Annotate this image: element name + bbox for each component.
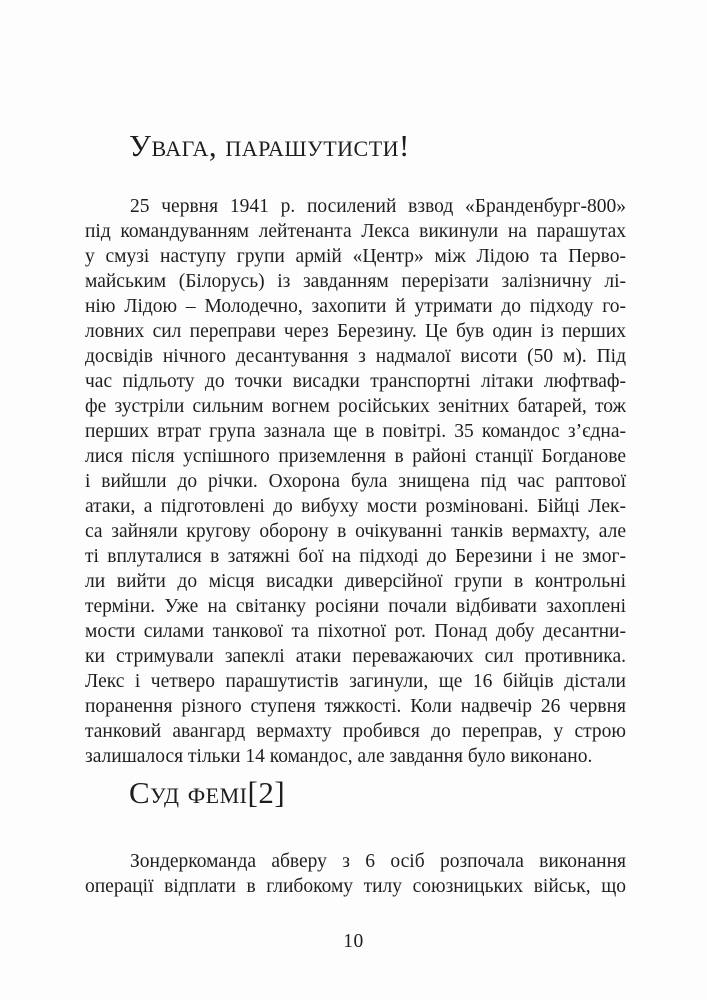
- text-line: ті вплуталися в затяжні бої на підході до Березини і не змог-: [85, 546, 626, 567]
- footnote-ref-2[interactable]: [2]: [247, 775, 286, 810]
- text-line: ловних сил переправи через Березину. Це був один із перших: [85, 321, 626, 342]
- text-line: і вийшли до річки. Охорона була знищена під час раптової: [85, 471, 626, 492]
- paragraph-brandenburg-operation: [85, 194, 626, 769]
- text-line: час підльоту до точки висадки транспортні літаки люфтваф-: [85, 371, 626, 392]
- text-line: Зондеркоманда абверу з 6 осіб розпочала виконання: [130, 851, 626, 872]
- text-line: у смузі наступу групи армій «Центр» між Лідою та Перво-: [85, 246, 626, 267]
- text-line: Лекс і четверо парашутистів загинули, ще 16 бійців дістали: [85, 671, 626, 692]
- text-line: операції відплати в глибокому тилу союзницьких військ, що: [85, 876, 626, 897]
- paragraph-sonderkommando: [85, 849, 626, 899]
- text-line: нію Лідою – Молодечно, захопити й утримати до підходу го-: [85, 296, 626, 317]
- text-line: поранення різного ступеня тяжкості. Коли надвечір 26 червня: [85, 696, 626, 717]
- text-line: атаки, а підготовлені до вибуху мости розміновані. Бійці Лек-: [85, 496, 626, 517]
- text-line: досвідів нічного десантування з надмалої висоти (50 м). Під: [85, 346, 626, 367]
- text-line: 25 червня 1941 р. посилений взвод «Бранденбург-800»: [130, 196, 626, 217]
- text-line: ли вийти до місця висадки диверсійної групи в контрольні: [85, 571, 626, 592]
- text-line: фе зустріли сильним вогнем російських зенітних батарей, тож: [85, 396, 626, 417]
- text-line: ки стримували запеклі атаки переважаючих сил противника.: [85, 646, 626, 667]
- section-heading-text: Суд фемі: [129, 775, 248, 810]
- text-line: майським (Білорусь) із завданням перерізати залізничну лі-: [85, 271, 626, 292]
- page-number: 10: [343, 931, 364, 952]
- section-heading-feme-court: [129, 776, 285, 810]
- text-line: танковий авангард вермахту пробився до переправ, у строю: [85, 721, 626, 742]
- text-line: під командуванням лейтенанта Лекса викинули на парашутах: [85, 221, 626, 242]
- text-line: мости силами танкової та піхотної рот. Понад добу десантни-: [85, 621, 626, 642]
- section-heading-attention-paratroopers: Увага, парашутисти!: [129, 128, 410, 163]
- text-line: са зайняли кругову оборону в очікуванні танків вермахту, але: [85, 521, 626, 542]
- text-line: терміни. Уже на світанку росіяни почали відбивати захоплені: [85, 596, 626, 617]
- text-line: лися після успішного приземлення в районі станції Богданове: [85, 446, 626, 467]
- text-line: залишалося тільки 14 командос, але завдання було виконано.: [85, 746, 593, 767]
- text-line: перших втрат група зазнала ще в повітрі. 35 командос з’єдна-: [85, 421, 626, 442]
